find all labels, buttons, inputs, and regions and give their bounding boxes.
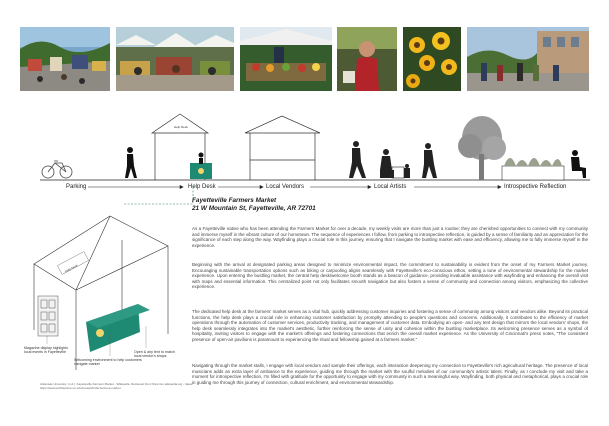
stage-label-local-vendors: Local Vendors <box>266 184 305 190</box>
stage-label-reflection: Introspective Reflection <box>504 184 567 190</box>
note-open-tent: Open & airy tent to match local vendor's shops <box>134 350 175 359</box>
paragraph-help-desk: The dedicated help desk at the farmers' market serves as a vital hub, quickly addressing customer inquiries and fostering a sense of community among visitors and vendors alike. Beyond its practical functions, the help desk plays a crucial role in enhancing customer satisfaction by promptly attending to people's questions and concerns. Additionally, it contributes to the efficiency of market operations through the automation of customer services, productivity tracking, and management of customer data. Embodying an open- and airy tent design that mirrors the local vendors' shops, the help desk seamlessly integrates into the market's aesthetic, further reinforcing the sense of unity and cohesion within the bustling marketplace. Its welcoming presence serves as a symbol of hospitality, inviting visitors to engage with the market's offerings and fostering connections that enrich the overall market experience. As the University of Cincinnati's press notes, "The consistent presence of open-air pavilions is paramount to experiencing the ritual and fellowship gained at a farmers market." <box>192 309 588 342</box>
help-desk-booth-icon <box>190 153 212 180</box>
artists-group-icon <box>349 141 437 178</box>
dashed-connector <box>124 187 193 204</box>
bicycle-icon <box>42 161 72 178</box>
tent-sign-icon <box>57 252 88 275</box>
stage-label-parking: Parking <box>66 184 87 190</box>
paragraph-parking: Beginning with the arrival at designated parking areas designed to minimize environmental impact, the commitment to sustainability is evident from the onset of my Farmers Market journey. Encouraging sustainable transportation options such as biking or carpooling aligns seamlessly with Fayetteville's eco-conscious ethos, setting a tone of environmental stewardship for the market experience. Upon entering the bustling market, the central help desk/welcome booth stands as a beacon of guidance, providing invaluable assistance with wayfinding and enhancing the overall visit with maps and essential information. This centralized point not only facilitates smooth navigation but also fosters a sense of community and connection among visitors, emphasizing the collective experience. <box>192 262 588 290</box>
tent-sign-top: Help Desk <box>174 125 188 129</box>
sitting-person-icon <box>571 150 586 178</box>
market-header <box>192 197 316 213</box>
tree-icon <box>458 116 506 180</box>
stage-label-help-desk: Help Desk <box>188 184 216 190</box>
stage-label-local-artists: Local Artists <box>374 184 407 190</box>
paragraph-vendors: Navigating through the market stalls, I engage with local vendors and sample their offerings, each interaction deepening my connection to Fayetteville's rich agricultural heritage. The presence of local musicians adds an extra layer of ambiance to the experience, guiding me through the market with the soulful melodies of our community's artistic talent. Finally, as I conclude my visit and take a moment for introspective reflection, I'm filled with gratitude for the opportunity to engage with my community in such a meaningful way. Wayfinding, both physical and metaphorical, plays a crucial role in guiding me through this journey of connection, cultural enrichment, and environmental stewardship. <box>192 363 588 385</box>
note-magazine-display: Magazine display highlights local events in Fayetteville <box>24 346 68 355</box>
vendor-tent-icon <box>245 116 320 180</box>
help-desk-counter-icon <box>86 304 150 352</box>
walking-person-icon <box>125 147 137 178</box>
market-title: Fayetteville Farmers Market <box>192 197 277 204</box>
note-welcoming-banner: Welcoming environment to help customers navigate market <box>74 358 142 367</box>
paragraph-intro: As a Fayetteville native who has been attending the Farmers Market for over a decade, my weekly visits are more than just a routine; they are cherished opportunities to connect with my community and immerse myself in the vibrant culture of our hometown. The sequence of experiences I follow, from parking to introspective reflection, is guided by a sense of familiarity and an appreciation for the significance of each step along the way. Wayfinding plays a crucial role in this journey, ensuring that I navigate the bustling market with ease and efficiency, allowing me to fully immerse myself in the experience. <box>192 226 588 248</box>
planter-bench-icon <box>502 158 564 180</box>
magazine-display-icon <box>38 296 58 336</box>
market-address: 21 W Mountain St, Fayetteville, AR 72701 <box>192 205 316 212</box>
tent-sign-label: Help Desk <box>64 263 79 274</box>
footnote: Arkansas University. (n.d.). Fayetteville Farmers Market - Wikipedia. Retrieved from https://en.wikipedia.org - Ideas: https://www.architecture.uc.edu/research/the-farmers-market <box>40 382 194 390</box>
